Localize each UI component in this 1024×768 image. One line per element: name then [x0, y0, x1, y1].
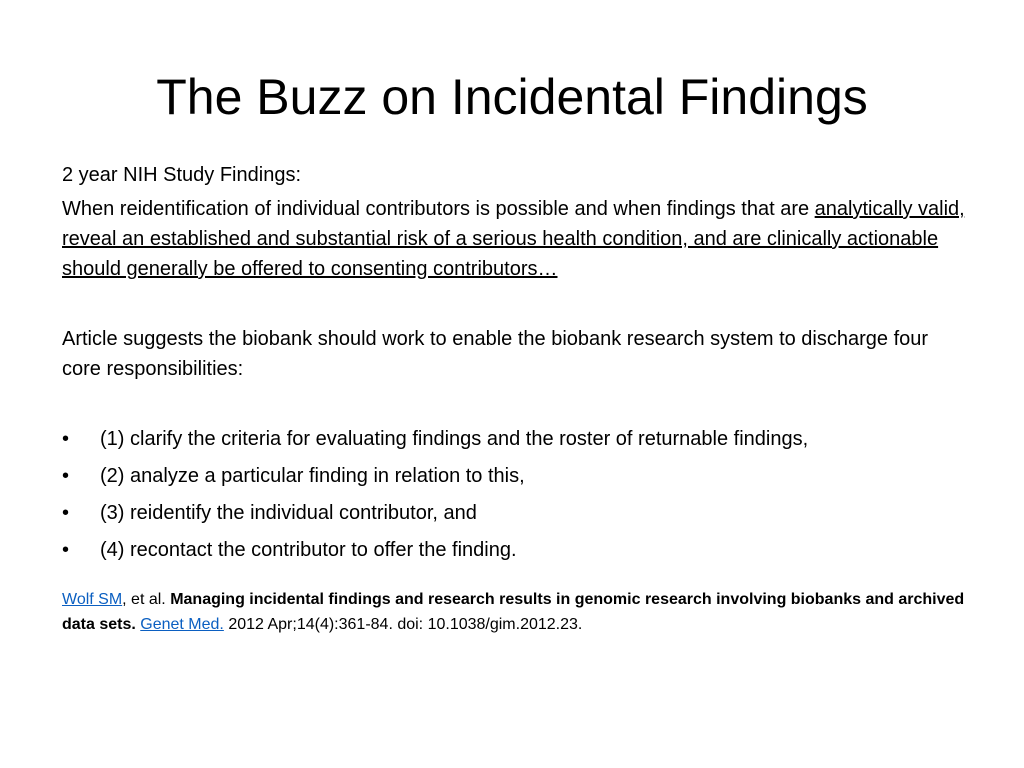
list-item-text: (3) reidentify the individual contributor, and — [100, 502, 477, 524]
list-item-text: (4) recontact the contributor to offer the finding. — [100, 539, 517, 561]
author-link[interactable]: Wolf SM — [62, 591, 123, 608]
list-item — [62, 535, 972, 565]
journal-link[interactable]: Genet Med. — [140, 616, 224, 633]
list-item — [62, 498, 972, 528]
list-item-text: (1) clarify the criteria for evaluating findings and the roster of returnable findings, — [100, 428, 809, 450]
list-item — [62, 424, 972, 454]
slide-body — [62, 160, 972, 637]
bullet-icon: • — [62, 428, 70, 450]
citation — [62, 587, 972, 637]
responsibility-list — [62, 424, 972, 565]
list-item-text: (2) analyze a particular finding in relation to this, — [100, 465, 525, 487]
citation-article-title: Managing incidental findings and research results in genomic research involving biobanks and archived data sets. — [62, 591, 965, 633]
finding-underlined: analytically valid, reveal an established and substantial risk of a serious health condition, and are clinically actionable should generally be offered to consenting contributors… — [62, 198, 965, 280]
finding-paragraph — [62, 194, 972, 284]
article-paragraph: Article suggests the biobank should work to enable the biobank research system to discharge four core responsibilities: — [62, 328, 929, 380]
bullet-icon: • — [62, 502, 70, 524]
spacer — [62, 384, 972, 424]
list-item — [62, 461, 972, 491]
spacer — [62, 284, 972, 324]
bullet-icon: • — [62, 465, 70, 487]
citation-et-al: , et al. — [122, 591, 171, 608]
intro-text: 2 year NIH Study Findings: — [62, 164, 301, 186]
slide-title: The Buzz on Incidental Findings — [156, 69, 868, 125]
bullet-icon: • — [62, 539, 70, 561]
citation-details: 2012 Apr;14(4):361-84. doi: 10.1038/gim.2012.23. — [223, 616, 583, 633]
finding-lead: When reidentification of individual contributors is possible and when findings that are — [62, 198, 815, 220]
